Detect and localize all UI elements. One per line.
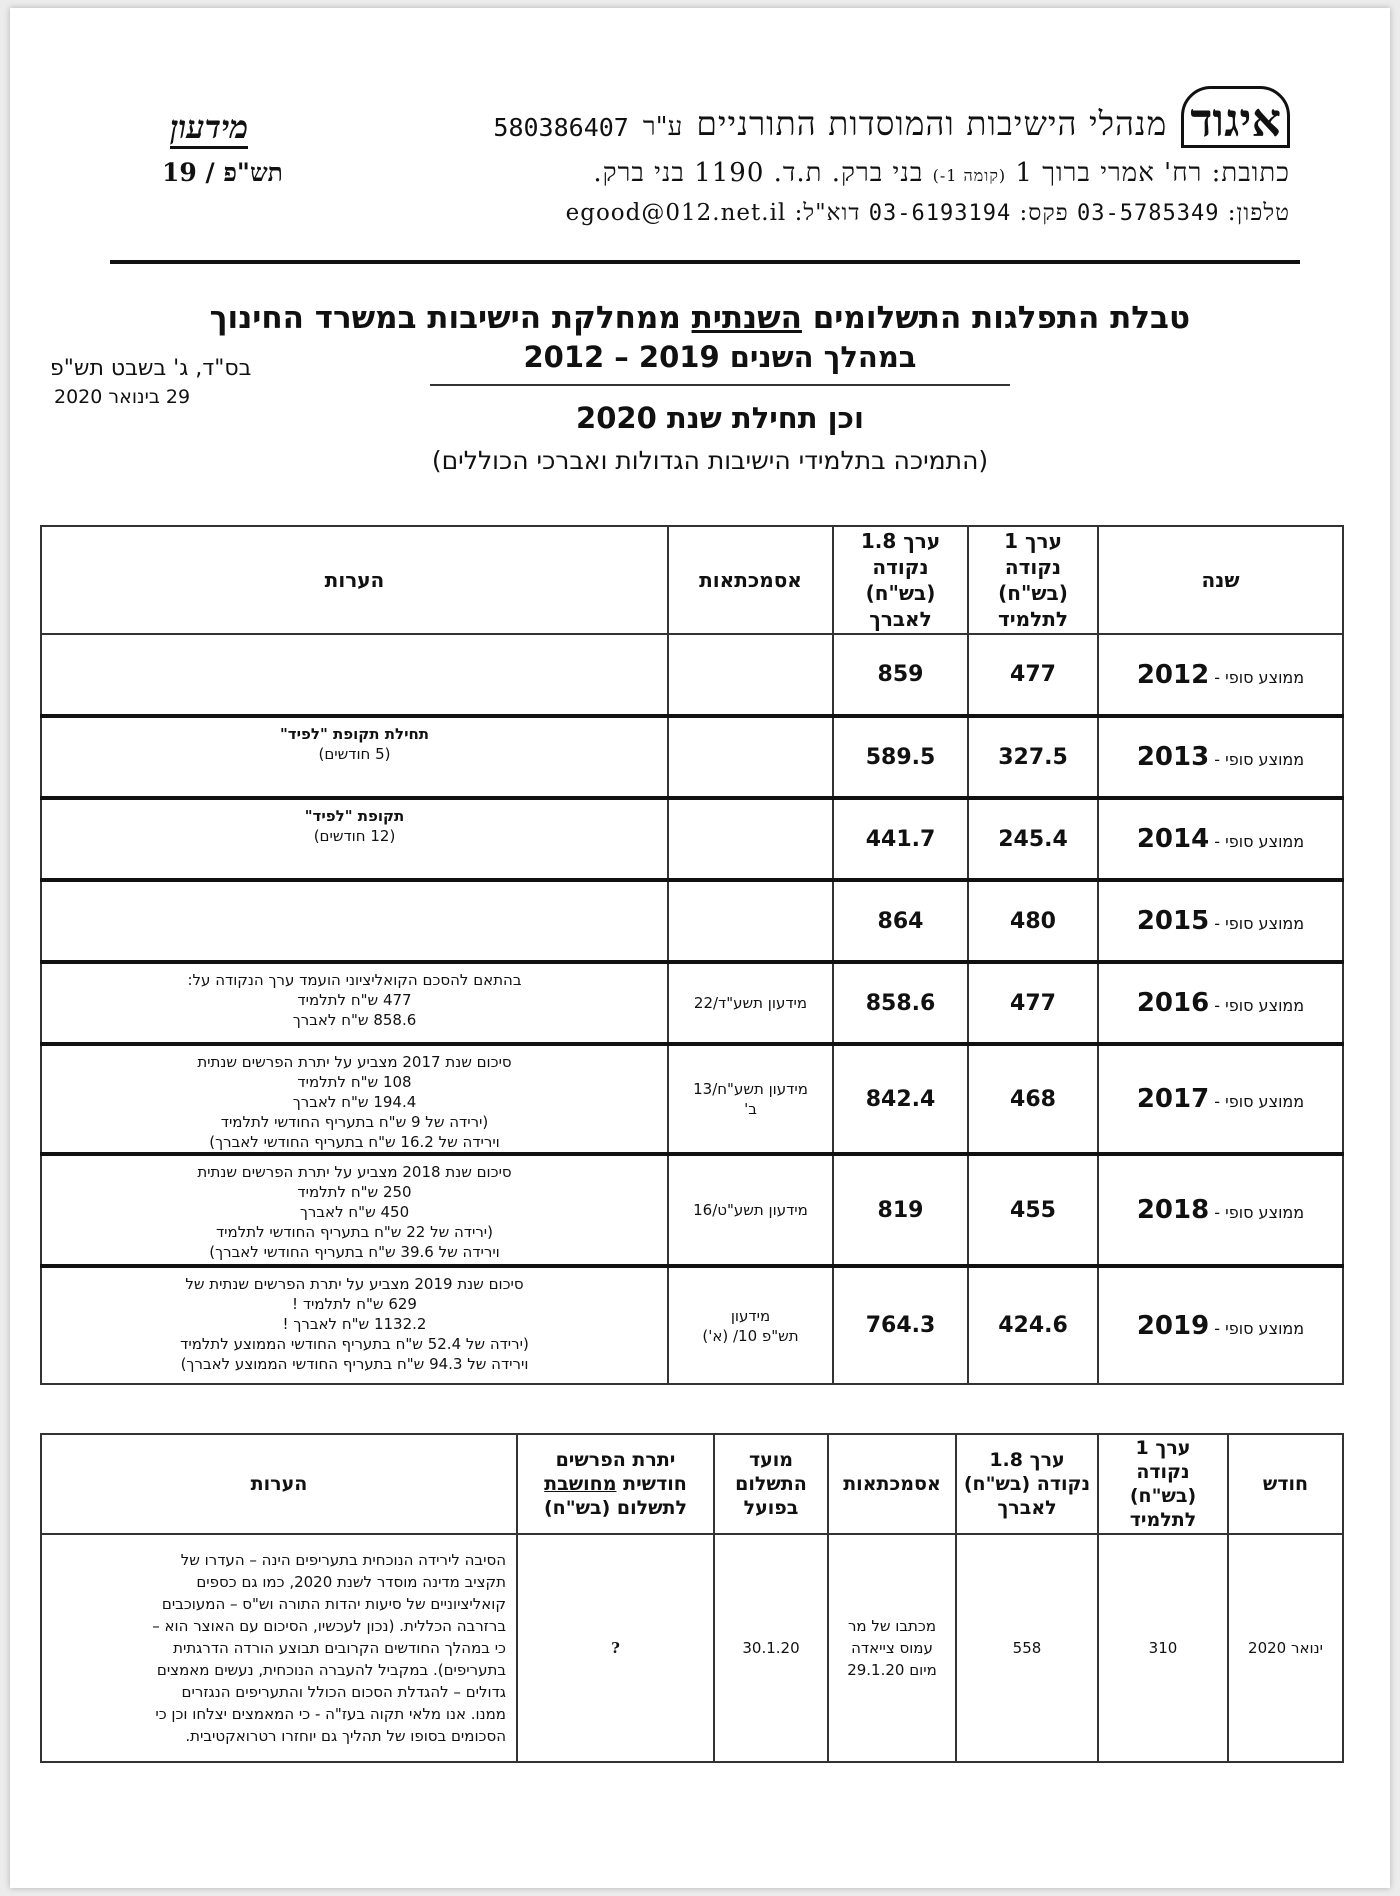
- phone-label: טלפון:: [1227, 200, 1290, 226]
- note-line: (12 חודשים): [313, 827, 396, 845]
- row-notes: [41, 634, 668, 716]
- org-name: מנהלי הישיבות והמוסדות התורניים: [696, 104, 1168, 143]
- note-line: 194.4 ש"ח לאברך: [292, 1093, 417, 1111]
- note-line: 629 ש"ח לתלמיד !: [292, 1295, 417, 1313]
- email-address: egood@012.net.il: [565, 200, 787, 226]
- note-line: בהתאם להסכם הקואליציוני הועמד ערך הנקודה על:: [187, 971, 522, 989]
- col-balance: [517, 1434, 714, 1534]
- row-notes: [41, 880, 668, 962]
- col-avrech-line: לאברך: [869, 607, 932, 631]
- note-line: סיכום שנת 2019 מצביע על יתרת הפרשים שנתית של: [185, 1275, 524, 1293]
- row-student-value: 468: [968, 1044, 1098, 1154]
- col-avrech-line: נקודה: [872, 555, 929, 579]
- note-line: כי במהלך החודשים הקרובים תבוצע הורדה הדרגתית: [173, 1639, 506, 1657]
- row-year: [1098, 798, 1343, 880]
- row-year: [1098, 880, 1343, 962]
- col-paydate-line: מועד: [748, 1449, 794, 1471]
- note-line: (5 חודשים): [318, 745, 391, 763]
- row-year-label: ממוצע סופי -: [1214, 996, 1305, 1015]
- address-street: כתובת: רח' אמרי ברוך 1: [1015, 158, 1290, 188]
- monthly-payments-table: [40, 1433, 1344, 1763]
- row-year: [1098, 716, 1343, 798]
- document-page: [10, 8, 1390, 1888]
- email-label: דוא"ל:: [794, 200, 861, 226]
- note-line: סיכום שנת 2018 מצביע על יתרת הפרשים שנתית: [197, 1163, 512, 1181]
- note-line: ממנו. אנו מלאי תקוה בעז"ה - כי המאמצים יצלחו וכן כי: [155, 1705, 506, 1723]
- row-month: ינואר 2020: [1228, 1534, 1343, 1762]
- header-divider: [110, 260, 1300, 264]
- row-student-value: 480: [968, 880, 1098, 962]
- row-year-label: ממוצע סופי -: [1214, 667, 1305, 687]
- row-year: [1098, 1266, 1343, 1384]
- letterhead-org-line: [493, 86, 1290, 148]
- note-line: וירידה של 16.2 ש"ח בתעריף החודשי לאברך): [209, 1133, 500, 1151]
- row-year-value: 2018: [1136, 1195, 1210, 1225]
- row-notes: [41, 716, 668, 798]
- row-student-value: 245.4: [968, 798, 1098, 880]
- col-balance-underlined: מחושבת: [544, 1473, 617, 1495]
- table-row: [41, 798, 1343, 880]
- main-title: [209, 300, 1190, 336]
- col-avrech-point: [833, 526, 968, 634]
- col-balance-line: [518, 1472, 713, 1496]
- reg-label: ע"ר: [642, 112, 683, 142]
- row-balance-unknown: ?: [517, 1534, 714, 1762]
- date-gregorian: 29 בינואר 2020: [54, 386, 191, 408]
- table-row: [41, 634, 1343, 716]
- row-reference: [828, 1534, 956, 1762]
- row-notes: [41, 1534, 517, 1762]
- note-line: בתעריפים). במקביל להעברה הנוכחית, נעשים מאמצים: [156, 1661, 506, 1679]
- col-avrech-point: [956, 1434, 1098, 1534]
- row-year-value: 2013: [1136, 742, 1210, 772]
- note-line: וירידה של 94.3 ש"ח בתעריף החודשי הממוצע לאברך): [180, 1355, 529, 1373]
- note-line: הסיבה לירידה הנוכחית בתעריפים הינה – העדרו של: [180, 1551, 506, 1569]
- reference-line: מיום 29.1.20: [847, 1661, 937, 1679]
- row-avrech-value: 859: [833, 634, 968, 716]
- row-student-value: 477: [968, 634, 1098, 716]
- reference-line: ב': [744, 1100, 757, 1118]
- col-notes: הערות: [41, 1434, 517, 1534]
- col-month: חודש: [1228, 1434, 1343, 1534]
- row-year: [1098, 1044, 1343, 1154]
- col-avrech-line: (בש"ח): [865, 581, 936, 605]
- table-row: [41, 1044, 1343, 1154]
- table-row: [41, 1154, 1343, 1266]
- row-year-label: ממוצע סופי -: [1214, 1203, 1305, 1222]
- row-notes: [41, 1154, 668, 1266]
- col-avrech-line: ערך 1.8: [989, 1449, 1065, 1471]
- row-reference: [668, 798, 833, 880]
- row-student-value: 327.5: [968, 716, 1098, 798]
- note-line: הסכומים בסופו של תהליך גם יוחזרו רטרואקטיבית.: [185, 1727, 506, 1745]
- note-line: 858.6 ש"ח לאברך: [292, 1011, 417, 1029]
- address-city: בני ברק. ת.ד. 1190 בני ברק.: [593, 158, 924, 188]
- fax-label: פקס:: [1019, 200, 1069, 226]
- reference-line: מידעון תשע"ד/22: [693, 994, 808, 1012]
- note-line: 450 ש"ח לאברך: [299, 1203, 410, 1221]
- row-avrech-value: 819: [833, 1154, 968, 1266]
- col-student-point: [1098, 1434, 1228, 1534]
- reference-line: מכתבו של מר: [847, 1617, 937, 1635]
- row-reference: [668, 716, 833, 798]
- row-year-value: 2019: [1136, 1310, 1210, 1341]
- table-row: [41, 716, 1343, 798]
- row-reference: [668, 962, 833, 1044]
- col-balance-line: לתשלום (בש"ח): [543, 1497, 688, 1519]
- row-student-value: 455: [968, 1154, 1098, 1266]
- table-row: [41, 962, 1343, 1044]
- row-payment-date: 30.1.20: [714, 1534, 828, 1762]
- note-line: 108 ש"ח לתלמיד: [297, 1073, 412, 1091]
- note-line: תחילת תקופת "לפיד": [279, 725, 430, 743]
- year-2020-title: וכן תחילת שנת 2020: [576, 401, 864, 435]
- reference-line: מידעון: [730, 1306, 771, 1325]
- note-line: תקופת "לפיד": [304, 807, 405, 825]
- note-line: תקציב מדינה מוסדר לשנת 2020, כמו גם כספים: [196, 1573, 506, 1591]
- address-line: [593, 158, 1290, 188]
- subtitle: (התמיכה בתלמידי הישיבות הגדולות ואברכי הכוללים): [431, 446, 989, 475]
- row-avrech-value: 764.3: [833, 1266, 968, 1384]
- row-student-value: 424.6: [968, 1266, 1098, 1384]
- note-line: 250 ש"ח לתלמיד: [297, 1183, 412, 1201]
- row-student-value: 477: [968, 962, 1098, 1044]
- years-title: במהלך השנים 2019 – 2012: [430, 340, 1010, 386]
- table-row: [41, 1534, 1343, 1762]
- row-year-value: 2012: [1136, 659, 1210, 690]
- table-row: [41, 880, 1343, 962]
- row-avrech-value: 842.4: [833, 1044, 968, 1154]
- note-line: גדולים – להגדלת הסכום הכולל והתעריפים הנגזרים: [181, 1683, 506, 1701]
- main-title-part-b: ממחלקת הישיבות במשרד החינוך: [209, 300, 692, 336]
- row-reference: [668, 634, 833, 716]
- col-student-line: (בש"ח): [1129, 1485, 1197, 1507]
- note-line: ברזרבה הכללית. (נכון לעכשיו, הסיכום עם האוצר הוא –: [152, 1617, 506, 1635]
- fax-number: 03-6193194: [868, 201, 1012, 226]
- address-floor: (קומה 1-): [932, 166, 1007, 185]
- publication-number: תש"פ / 19: [162, 158, 283, 187]
- row-year-value: 2016: [1136, 988, 1210, 1018]
- row-year-value: 2017: [1136, 1084, 1210, 1114]
- col-student-line: נקודה: [1004, 555, 1062, 579]
- row-year-label: ממוצע סופי -: [1214, 750, 1305, 769]
- contact-line: [566, 200, 1290, 226]
- col-student-line: (בש"ח): [998, 581, 1068, 605]
- col-avrech-line: נקודה (בש"ח): [963, 1473, 1091, 1495]
- main-title-part-a: טבלת התפלגות התשלומים: [801, 300, 1190, 336]
- row-avrech-value: 589.5: [833, 716, 968, 798]
- row-avrech-value: 558: [956, 1534, 1098, 1762]
- row-notes: [41, 1266, 668, 1384]
- row-year-label: ממוצע סופי -: [1214, 1092, 1305, 1111]
- note-line: (ירידה של 52.4 ש"ח בתעריף החודשי הממוצע לתלמיד: [180, 1335, 529, 1353]
- note-line: 1132.2 ש"ח לאברך !: [282, 1315, 427, 1333]
- reg-number: 580386407: [493, 113, 629, 142]
- table-header-row: [41, 1434, 1343, 1534]
- col-student-line: לתלמיד: [1129, 1509, 1197, 1531]
- col-paydate-line: התשלום: [735, 1473, 807, 1495]
- row-reference: [668, 1154, 833, 1266]
- row-avrech-value: 864: [833, 880, 968, 962]
- row-year-value: 2015: [1136, 906, 1210, 936]
- row-reference: [668, 1266, 833, 1384]
- col-references: אסמכתאות: [668, 526, 833, 634]
- phone-number: 03-5785349: [1077, 201, 1220, 226]
- col-avrech-line: לאברך: [997, 1497, 1057, 1519]
- table-row: [41, 1266, 1343, 1384]
- row-student-value: 310: [1098, 1534, 1228, 1762]
- publication-title: מידעון: [170, 108, 248, 149]
- reference-line: עמוס צייאדה: [851, 1639, 933, 1657]
- note-line: וירידה של 39.6 ש"ח בתעריף החודשי לאברך): [209, 1243, 500, 1261]
- row-year-label: ממוצע סופי -: [1214, 914, 1305, 933]
- col-student-line: נקודה: [1136, 1461, 1190, 1483]
- table-header-row: [41, 526, 1343, 634]
- reference-line: תש"פ 10/ (א'): [702, 1326, 799, 1345]
- col-student-line: לתלמיד: [998, 607, 1068, 631]
- reference-line: מידעון תשע"ט/16: [693, 1201, 808, 1219]
- note-line: 477 ש"ח לתלמיד: [297, 991, 412, 1009]
- org-logo: איגוד: [1181, 86, 1290, 148]
- col-references: אסמכתאות: [828, 1434, 956, 1534]
- col-avrech-line: ערך 1.8: [860, 529, 941, 553]
- yearly-payments-table: [40, 525, 1344, 1385]
- row-reference: [668, 1044, 833, 1154]
- row-year-label: ממוצע סופי -: [1214, 832, 1305, 851]
- note-line: (ירידה של 9 ש"ח בתעריף החודשי לתלמיד: [220, 1113, 489, 1131]
- note-line: (ירידה של 22 ש"ח בתעריף החודשי לתלמיד: [215, 1223, 494, 1241]
- col-student-line: ערך 1: [1135, 1437, 1191, 1459]
- col-student-point: [968, 526, 1098, 634]
- row-year: [1098, 962, 1343, 1044]
- col-paydate-line: בפועל: [743, 1497, 799, 1519]
- col-balance-part: חודשית: [616, 1473, 687, 1495]
- row-year: [1098, 1154, 1343, 1266]
- reference-line: מידעון תשע"ח/13: [693, 1080, 808, 1098]
- col-balance-line: יתרת הפרשים: [555, 1449, 676, 1471]
- col-payment-date: [714, 1434, 828, 1534]
- row-year-value: 2014: [1136, 824, 1210, 854]
- note-line: קואליציוניים של סיעות יהדות התורה וש"ס – המעוכבים: [161, 1595, 506, 1613]
- row-year: [1098, 634, 1343, 716]
- row-notes: [41, 798, 668, 880]
- row-notes: [41, 962, 668, 1044]
- row-notes: [41, 1044, 668, 1154]
- col-notes: הערות: [41, 526, 668, 634]
- row-year-label: ממוצע סופי -: [1214, 1318, 1305, 1338]
- row-reference: [668, 880, 833, 962]
- main-title-underlined: השנתית: [691, 300, 802, 336]
- date-hebrew: בס"ד, ג' בשבט תש"פ: [50, 356, 252, 381]
- col-year: שנה: [1098, 526, 1343, 634]
- row-avrech-value: 441.7: [833, 798, 968, 880]
- col-student-line: ערך 1: [1004, 529, 1062, 553]
- row-avrech-value: 858.6: [833, 962, 968, 1044]
- note-line: סיכום שנת 2017 מצביע על יתרת הפרשים שנתית: [197, 1053, 512, 1071]
